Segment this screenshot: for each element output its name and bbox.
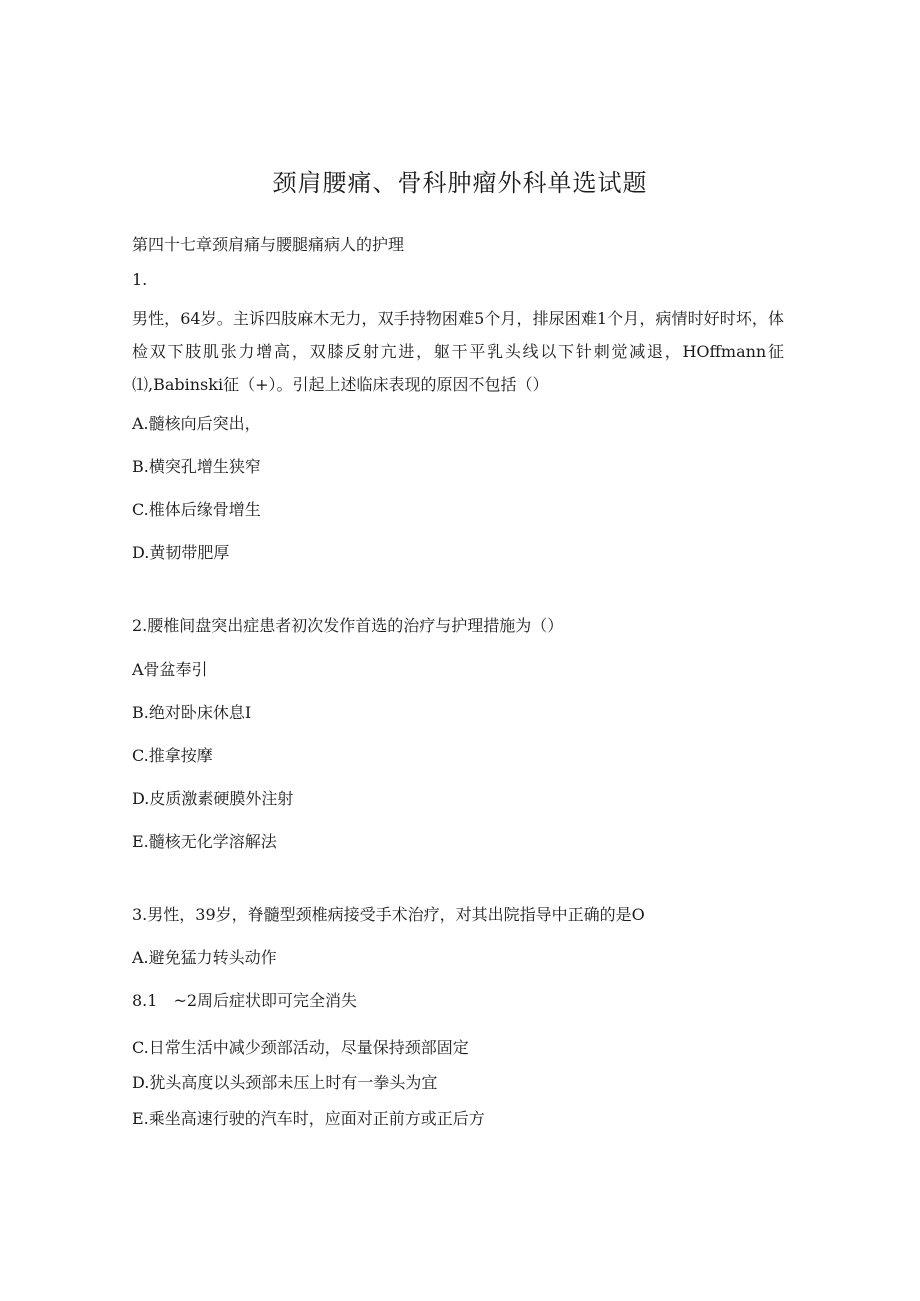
document-title: 颈肩腰痛、骨科肿瘤外科单选试题 [272, 169, 648, 197]
question-3-option-c: C.日常生活中减少颈部活动，尽量保持颈部固定 [132, 1038, 469, 1057]
question-1-number: 1. [132, 270, 148, 289]
question-1-option-a: A.髓核向后突出， [132, 414, 261, 433]
question-2-option-b: B.绝对卧床休息I [132, 703, 252, 722]
question-2-option-a: A骨盆奉引 [132, 660, 208, 679]
question-2-option-d: D.皮质激素硬膜外注射 [132, 789, 294, 808]
chapter-heading: 第四十七章颈肩痛与腰腿痛病人的护理 [132, 235, 405, 254]
question-1-option-d: D.黄韧带肥厚 [132, 543, 230, 562]
question-2-option-e: E.髓核无化学溶解法 [132, 832, 277, 851]
question-3-option-b: 8.1 ~2周后症状即可完全消失 [132, 991, 358, 1010]
question-1-stem: 男性，64岁。主诉四肢麻木无力，双手持物困难5个月，排尿困难1个月，病情时好时坏，体检双下肢肌张力增高，双膝反射亢进，躯干平乳头线以下针刺觉减退，HOffmann征⑴,Babinski征（+）。引起上述临床表现的原因不包括（） [132, 309, 784, 394]
question-2-option-c: C.推拿按摩 [132, 746, 213, 765]
question-1-option-c: C.椎体后缘骨增生 [132, 500, 261, 519]
question-2-stem: 2.腰椎间盘突出症患者初次发作首选的治疗与护理措施为（） [132, 616, 564, 635]
question-3-stem: 3.男性，39岁，脊髓型颈椎病接受手术治疗，对其出院指导中正确的是O [132, 905, 645, 924]
question-3-option-a: A.避免猛力转头动作 [132, 948, 277, 967]
question-3-option-d: D.犹头高度以头颈部未压上时有一拳头为宜 [132, 1073, 438, 1092]
question-3-option-e: E.乘坐高速行驶的汽车时，应面对正前方或正后方 [132, 1109, 485, 1128]
question-1-option-b: B.横突孔增生狭窄 [132, 457, 261, 476]
